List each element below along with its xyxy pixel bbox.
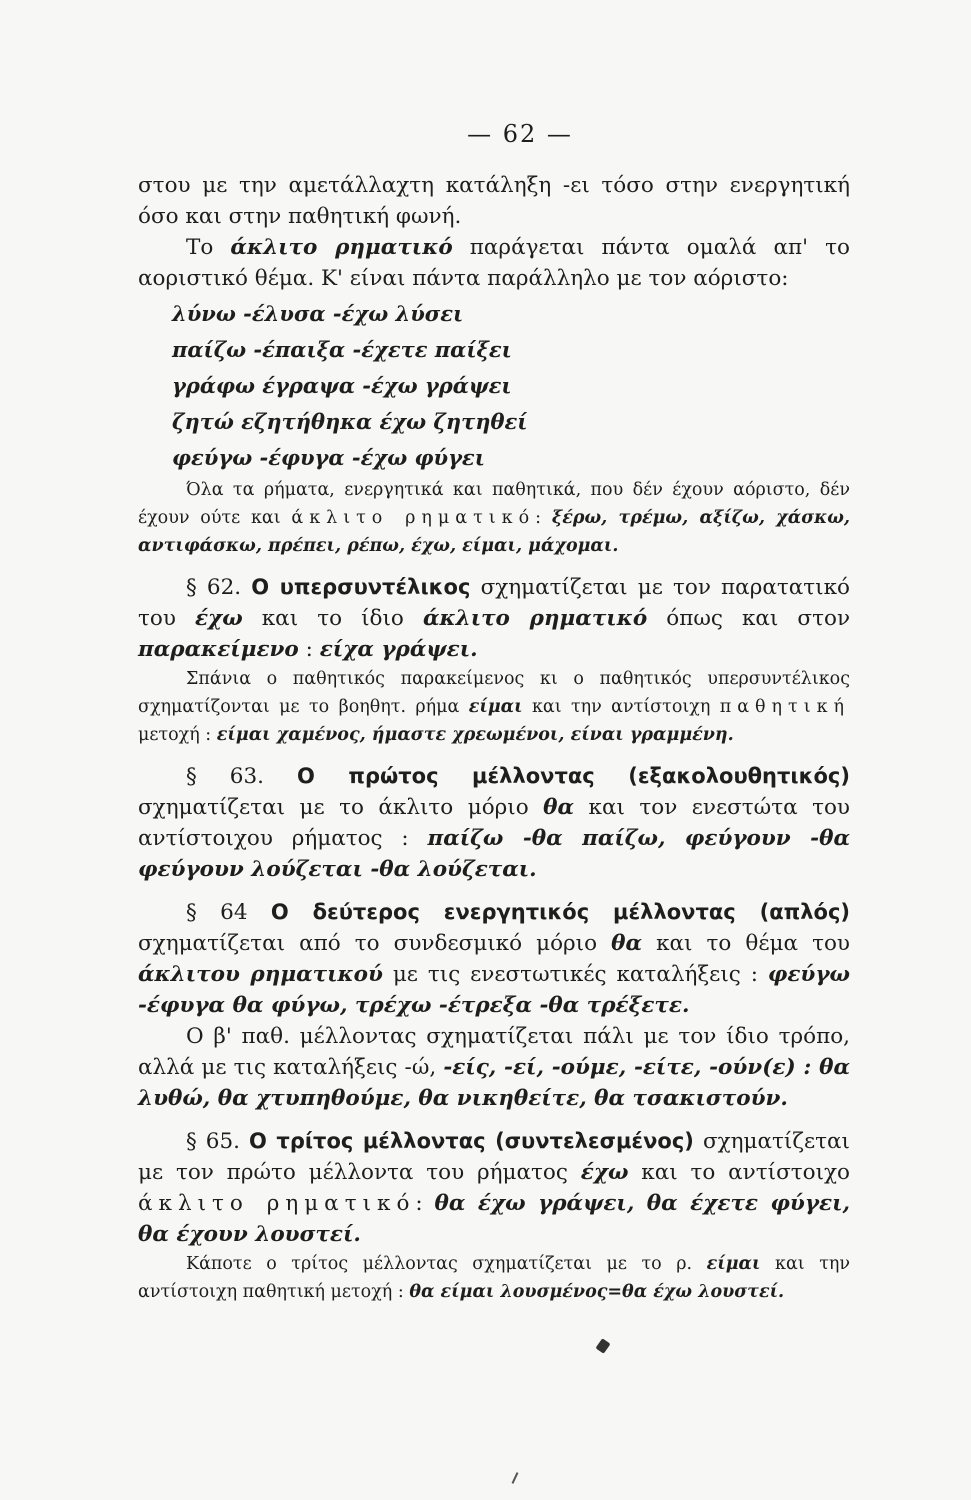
term-spaced: άκλιτο ρηματικό: [138, 1191, 416, 1216]
section-heading: Ο τρίτος μέλλοντας (συντελεσμένος): [249, 1129, 694, 1153]
example-list: -είς, -εί, -ούμε, -είτε, -ούν(ε) : θα λυθώ, θα χτυπηθούμε, θα νικηθείτε, θα τσακιστούν.: [138, 1055, 850, 1111]
term: έχω: [580, 1160, 629, 1185]
term-akleito: άκλιτο ρηματικό: [230, 235, 453, 260]
text-span: σχηματίζεται με τον παρατατικό του: [138, 575, 850, 631]
text-span: όπως και στον: [647, 606, 851, 631]
term: είμαι: [468, 697, 523, 717]
section-number: § 64: [186, 900, 271, 925]
example: είχα γράψει.: [319, 637, 478, 662]
text-span: και το ίδιο: [242, 606, 423, 631]
verb-examples: [138, 296, 850, 476]
text-span: και το αντίστοιχο: [628, 1160, 850, 1185]
term-spaced: άκλιτο ρηματικό: [291, 508, 536, 528]
text-span: Σπάνια ο παθητικός παρακείμενος κι ο παθητικός υπερσυντέλικος σχηματίζονται με το βοηθητ. ρήμα: [138, 669, 850, 717]
note-65: [138, 1250, 850, 1306]
paragraph-continued: στου με την αμετάλλαχτη κατάληξη -ει τόσο στην ενεργητική όσο και στην παθητική φωνή.: [138, 173, 850, 229]
example-list: παίζω -θα παίζω, φεύγουν -θα φεύγουν λούζεται -θα λούζεται.: [138, 826, 850, 882]
text-span: σχηματίζεται με το άκλιτο μόριο: [138, 795, 544, 820]
example-list: θα έχω γράψει, θα έχετε φύγει, θα έχουν λουστεί.: [138, 1191, 851, 1247]
text-span: παράγεται πάντα ομαλά απ' το αοριστικό θέμα. Κ' είναι πάντα παράλληλο με τον αόριστο:: [138, 235, 850, 291]
text-span: και την αντίστοιχη παθητική μετοχή :: [138, 1254, 850, 1302]
term: έχω: [194, 606, 243, 631]
text-span: και το θέμα του: [642, 931, 850, 956]
example-list: φεύγω -έφυγα θα φύγω, τρέχω -έτρεξα -θα τρέξετε.: [138, 962, 850, 1018]
section-64: [138, 897, 850, 1021]
section-heading: Ο υπερσυντέλικος: [251, 575, 471, 599]
term: άκλιτου ρηματικού: [138, 962, 383, 987]
term: παρακείμενο: [138, 637, 299, 662]
ink-scratch: [512, 1472, 519, 1484]
text-span: μετοχή :: [138, 725, 217, 745]
term: άκλιτο ρηματικό: [422, 606, 648, 631]
section-number: § 63.: [186, 764, 297, 789]
text-span: :: [535, 508, 552, 528]
text-span: σχηματίζεται από το συνδεσμικό μόριο: [138, 931, 612, 956]
note-62: [138, 665, 850, 749]
note-64: [138, 1021, 850, 1114]
note-no-aorist: [138, 476, 850, 560]
section-heading: Ο πρώτος μέλλοντας (εξακολουθητικός): [297, 764, 850, 788]
section-number: § 65.: [186, 1129, 250, 1154]
term: είμαι: [706, 1254, 761, 1274]
text-span: Όλα τα ρήματα, ενεργητικά και παθητικά, που δέν έχουν αόριστο, δέν έχουν ούτε και: [138, 480, 850, 528]
verb-example-row: λύνω -έλυσα -έχω λύσει: [172, 301, 464, 326]
section-number: § 62.: [186, 575, 252, 600]
text-span: :: [415, 1191, 435, 1216]
example: θα είμαι λουσμένος=θα έχω λουστεί.: [409, 1282, 785, 1302]
term-spaced: παθητική: [719, 697, 850, 717]
verb-example-row: γράφω έγραψα -έχω γράψει: [172, 373, 512, 398]
verb-example-row: φεύγω -έφυγα -έχω φύγει: [172, 445, 485, 470]
verb-example-row: ζητώ εζητήθηκα έχω ζητηθεί: [172, 409, 528, 434]
text-span: Ο β' παθ. μέλλοντας σχηματίζεται πάλι με τον ίδιο τρόπο, αλλά με τις καταλήξεις -ώ,: [138, 1024, 850, 1080]
text-span: και τον ενεστώτα του αντίστοιχου ρήματος :: [138, 795, 850, 851]
example-list: ξέρω, τρέμω, αξίζω, χάσκω, αντιφάσκω, πρέπει, ρέπω, έχω, είμαι, μάχομαι.: [138, 508, 850, 556]
section-heading: Ο δεύτερος ενεργητικός μέλλοντας (απλός): [270, 900, 851, 924]
example-list: είμαι χαμένος, ήμαστε χρεωμένοι, είναι γραμμένη.: [216, 725, 734, 745]
ink-spot: [595, 1338, 610, 1354]
text-span: Το: [186, 235, 231, 260]
text-span: με τις ενεστωτικές καταλήξεις :: [382, 962, 768, 987]
section-62: [138, 572, 850, 665]
paragraph-akleito: [138, 232, 850, 294]
text-span: :: [298, 637, 320, 662]
page-number: — 62 —: [467, 120, 573, 148]
term: θα: [611, 931, 642, 956]
verb-example-row: παίζω -έπαιξα -έχετε παίξει: [172, 337, 512, 362]
text-span: Κάποτε ο τρίτος μέλλοντας σχηματίζεται με το ρ.: [186, 1254, 707, 1274]
section-63: [138, 761, 850, 885]
page-body: [138, 170, 850, 1306]
term: θα: [543, 795, 575, 820]
text-span: σχηματίζεται με τον πρώτο μέλλοντα του ρήματος: [138, 1129, 850, 1185]
text-span: και την αντίστοιχη: [522, 697, 720, 717]
section-65: [138, 1126, 850, 1250]
